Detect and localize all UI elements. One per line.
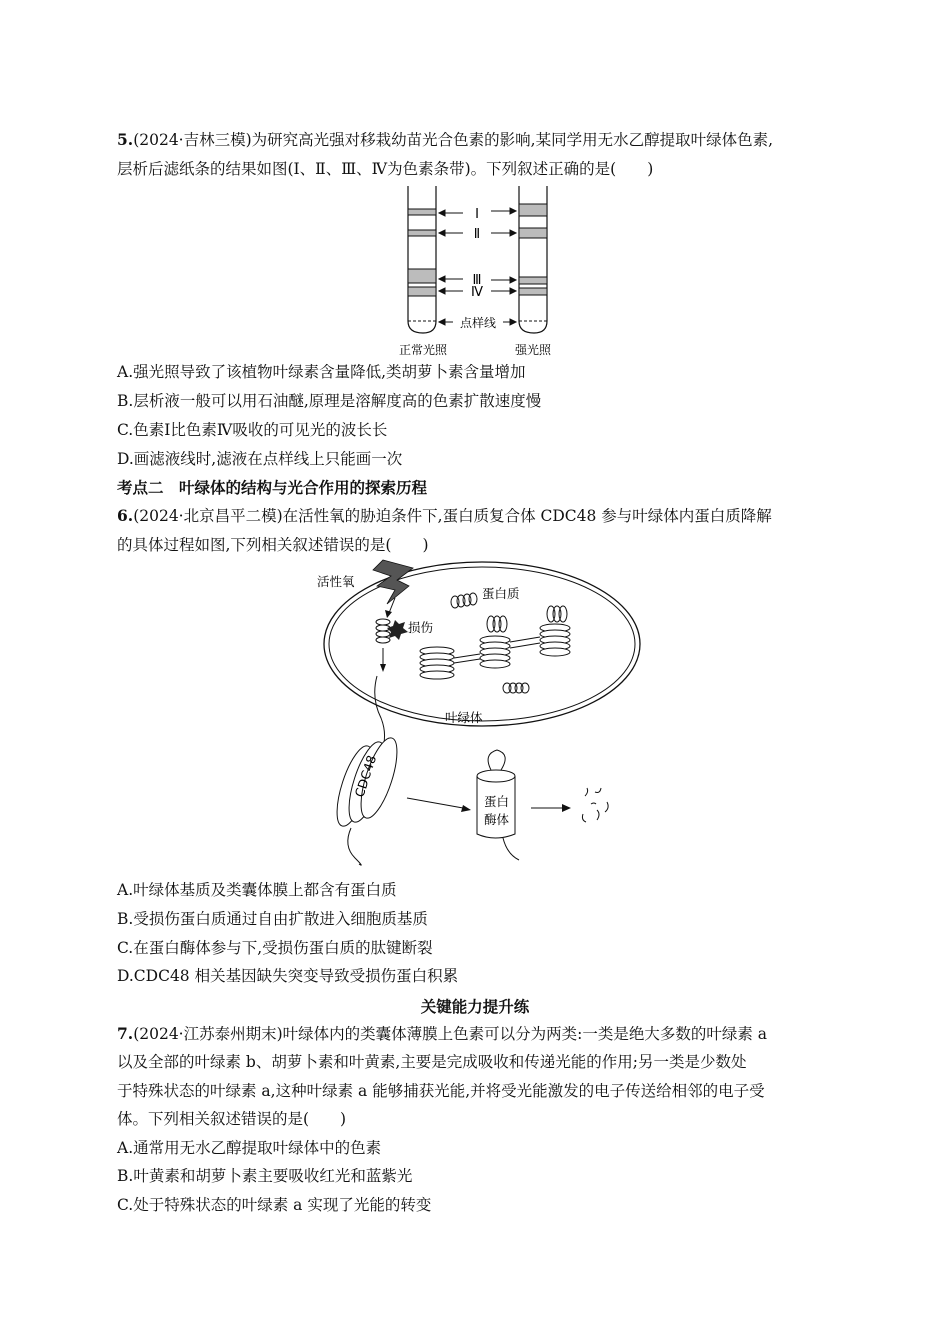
q7-stem-line-4: 体。下列相关叙述错误的是( ) bbox=[117, 1110, 347, 1128]
q6-option-b: B.受损伤蛋白质通过自由扩散进入细胞质基质 bbox=[117, 910, 428, 928]
protein-coil-bottom bbox=[503, 683, 529, 693]
q7-option-c: C.处于特殊状态的叶绿素 a 实现了光能的转变 bbox=[117, 1196, 432, 1214]
q7-option-b: B.叶黄素和胡萝卜素主要吸收红光和蓝紫光 bbox=[117, 1167, 413, 1185]
label-proteasome-2: 酶体 bbox=[484, 812, 510, 827]
band-label-IV: Ⅳ bbox=[471, 285, 483, 300]
damaged-protein-coil bbox=[376, 619, 390, 643]
q5-option-b: B.层析液一般可以用石油醚,原理是溶解度高的色素扩散速度慢 bbox=[117, 392, 542, 410]
peptide-fragments bbox=[582, 788, 608, 822]
q6-source: (2024·北京昌平二模) bbox=[133, 507, 283, 525]
band-I-normal bbox=[408, 209, 436, 215]
q7-number: 7. bbox=[117, 1024, 134, 1043]
q6-stem-text-1: 在活性氧的胁迫条件下,蛋白质复合体 CDC48 参与叶绿体内蛋白质降解 bbox=[282, 507, 772, 525]
q7-stem-line-1 bbox=[117, 1024, 767, 1044]
label-chloroplast: 叶绿体 bbox=[445, 710, 483, 725]
label-damage: 损伤 bbox=[408, 620, 434, 635]
band-I-strong bbox=[519, 204, 547, 216]
q5-source: (2024·吉林三模) bbox=[133, 131, 252, 149]
strip-strong-light bbox=[519, 186, 547, 333]
protein-coil-top bbox=[451, 593, 477, 608]
label-cdc48: CDC48 bbox=[351, 753, 380, 799]
q6-stem-line-1 bbox=[117, 506, 772, 526]
strip-left-label: 正常光照 bbox=[398, 343, 448, 357]
strip-normal-light bbox=[408, 186, 436, 333]
q6-option-d: D.CDC48 相关基因缺失突变导致受损伤蛋白积累 bbox=[117, 967, 459, 985]
label-proteasome-1: 蛋白 bbox=[484, 794, 510, 809]
band-II-strong bbox=[519, 228, 547, 238]
q5-stem-text-1: 为研究高光强对移栽幼苗光合色素的影响,某同学用无水乙醇提取叶绿体色素, bbox=[251, 131, 774, 149]
q5-chromatography-figure bbox=[395, 183, 570, 361]
section-3-heading: 关键能力提升练 bbox=[420, 998, 530, 1016]
band-label-III: Ⅲ bbox=[472, 273, 482, 288]
q6-option-c: C.在蛋白酶体参与下,受损伤蛋白质的肽键断裂 bbox=[117, 939, 433, 957]
q5-number: 5. bbox=[117, 130, 134, 149]
q5-stem-line-2: 层析后滤纸条的结果如图(Ⅰ、Ⅱ、Ⅲ、Ⅳ为色素条带)。下列叙述正确的是( ) bbox=[117, 160, 654, 178]
q6-option-a: A.叶绿体基质及类囊体膜上都含有蛋白质 bbox=[117, 881, 397, 899]
thylakoid-grana bbox=[420, 624, 570, 679]
spot-line-label: 点样线 bbox=[459, 316, 497, 330]
q6-number: 6. bbox=[117, 506, 134, 525]
q5-option-c: C.色素Ⅰ比色素Ⅳ吸收的可见光的波长长 bbox=[117, 421, 388, 439]
label-protein: 蛋白质 bbox=[482, 586, 520, 601]
band-label-I: Ⅰ bbox=[475, 207, 479, 222]
q7-stem-line-2: 以及全部的叶绿素 b、胡萝卜素和叶黄素,主要是完成吸收和传递光能的作用;另一类是少数处 bbox=[117, 1053, 747, 1071]
band-IV-normal bbox=[408, 287, 436, 296]
q7-source: (2024·江苏泰州期末) bbox=[133, 1025, 283, 1043]
band-arrows bbox=[439, 208, 516, 325]
q5-option-a: A.强光照导致了该植物叶绿素含量降低,类胡萝卜素含量增加 bbox=[117, 363, 526, 381]
q6-stem-line-2: 的具体过程如图,下列相关叙述错误的是( ) bbox=[117, 536, 429, 554]
q5-option-d: D.画滤液线时,滤液在点样线上只能画一次 bbox=[117, 450, 403, 468]
band-III-normal bbox=[408, 269, 436, 283]
section-2-heading: 考点二 叶绿体的结构与光合作用的探索历程 bbox=[117, 479, 428, 497]
band-II-normal bbox=[408, 230, 436, 236]
q6-cdc48-figure bbox=[315, 558, 645, 870]
q7-stem-text-1: 叶绿体内的类囊体薄膜上色素可以分为两类:一类是绝大多数的叶绿素 a bbox=[282, 1025, 768, 1043]
q7-stem-line-3: 于特殊状态的叶绿素 a,这种叶绿素 a 能够捕获光能,并将受光能激发的电子传送给相邻的电子受 bbox=[117, 1082, 765, 1100]
band-III-strong bbox=[519, 277, 547, 284]
band-IV-strong bbox=[519, 288, 547, 295]
strip-right-label: 强光照 bbox=[514, 343, 552, 357]
q7-option-a: A.通常用无水乙醇提取叶绿体中的色素 bbox=[117, 1139, 382, 1157]
q5-stem-line-1 bbox=[117, 130, 773, 150]
band-label-II: Ⅱ bbox=[473, 227, 481, 242]
label-ros: 活性氧 bbox=[317, 574, 355, 589]
